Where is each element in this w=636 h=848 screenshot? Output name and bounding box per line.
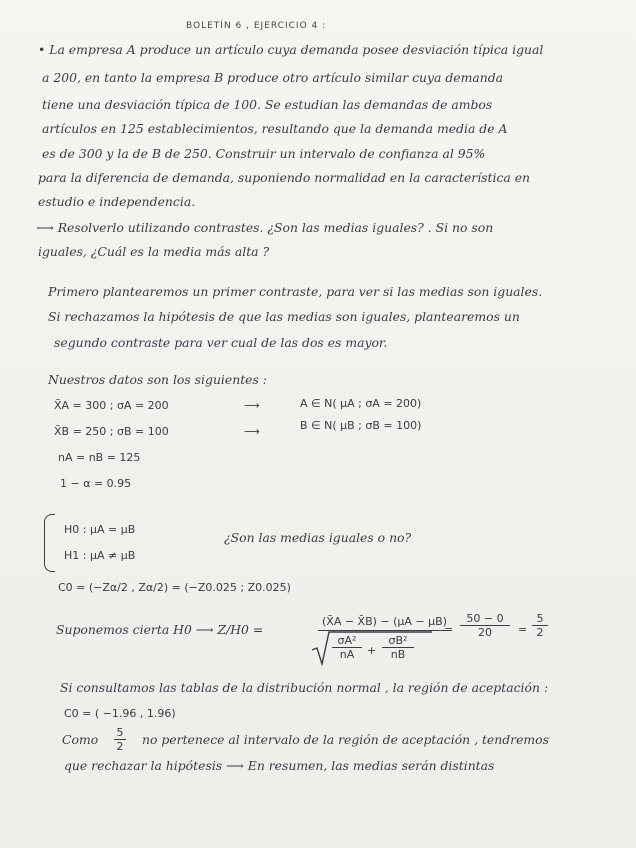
- variance-b: σB²: [382, 634, 414, 648]
- value-denominator: 20: [478, 626, 492, 639]
- data-intro: Nuestros datos son los siguientes :: [48, 372, 267, 387]
- plus-sign: +: [367, 644, 377, 657]
- data-row-a: X̄A = 300 ; σA = 200: [54, 399, 169, 412]
- sample-size-b: nB: [390, 648, 406, 661]
- data-row-b: X̄B = 250 ; σB = 100: [54, 425, 169, 438]
- null-hypothesis: H0 : μA = μB: [64, 523, 136, 536]
- acceptance-region: C0 = ( −1.96 , 1.96): [64, 707, 176, 720]
- statement-line: a 200, en tanto la empresa B produce otro artículo similar cuya demanda: [42, 70, 504, 85]
- como-denominator: 2: [116, 740, 124, 753]
- confidence-line: 1 − α = 0.95: [60, 477, 132, 490]
- test-statistic-label: Suponemos cierta H0 ⟶ Z/H0 =: [56, 622, 264, 637]
- statement-line: artículos en 125 establecimientos, resultando que la demanda media de A: [42, 121, 508, 136]
- arrow-icon: ⟶: [244, 425, 260, 438]
- result-denominator: 2: [536, 626, 544, 639]
- hypothesis-brace: [44, 514, 55, 572]
- question-line: iguales, ¿Cuál es la media más alta ?: [38, 244, 270, 259]
- como-fraction: [114, 726, 126, 754]
- plan-line: segundo contraste para ver cual de las dos es mayor.: [54, 335, 388, 350]
- value-fraction: [460, 612, 510, 640]
- table-line: Si consultamos las tablas de la distribución normal , la región de aceptación :: [60, 680, 549, 695]
- exercise-header: BOLETÍN 6 , EJERCICIO 4 :: [186, 21, 327, 31]
- sample-size-line: nA = nB = 125: [58, 451, 141, 464]
- variance-a-fraction: [332, 634, 362, 662]
- conclusion-line: que rechazar la hipótesis ⟶ En resumen, las medias serán distintas: [64, 758, 495, 773]
- plan-line: Primero plantearemos un primer contraste, para ver si las medias son iguales.: [48, 284, 543, 299]
- hypothesis-question: ¿Son las medias iguales o no?: [224, 530, 412, 545]
- statement-line: para la diferencia de demanda, suponiendo normalidad en la característica en: [38, 170, 531, 185]
- plan-line: Si rechazamos la hipótesis de que las medias son iguales, plantearemos un: [48, 309, 520, 324]
- statistic-numerator: (X̄A − X̄B) − (μA − μB): [318, 614, 451, 631]
- distribution-a: A ∈ N( μA ; σA = 200): [300, 397, 422, 410]
- critical-interval: C0 = (−Zα/2 , Zα/2) = (−Z0.025 ; Z0.025): [58, 581, 291, 594]
- distribution-b: B ∈ N( μB ; σB = 100): [300, 419, 422, 432]
- sample-size-a: nA: [339, 648, 355, 661]
- variance-b-fraction: [382, 634, 414, 662]
- question-line: ⟶ Resolverlo utilizando contrastes. ¿Son las medias iguales? . Si no son: [36, 220, 494, 235]
- value-numerator: 50 − 0: [460, 612, 510, 626]
- equals-sign: =: [444, 623, 454, 636]
- como-numerator: 5: [114, 726, 126, 740]
- result-fraction: [532, 612, 548, 640]
- statement-line: es de 300 y la de B de 250. Construir un intervalo de confianza al 95%: [42, 146, 486, 161]
- statement-line: • La empresa A produce un artículo cuya demanda posee desviación típica igual: [38, 42, 544, 57]
- arrow-icon: ⟶: [244, 399, 260, 412]
- conclusion-line: no pertenece al intervalo de la región de aceptación , tendremos: [142, 732, 550, 747]
- statement-line: tiene una desviación típica de 100. Se estudian las demandas de ambos: [42, 97, 493, 112]
- statement-line: estudio e independencia.: [38, 194, 196, 209]
- variance-a: σA²: [332, 634, 362, 648]
- equals-sign: =: [518, 623, 528, 636]
- alt-hypothesis: H1 : μA ≠ μB: [64, 549, 136, 562]
- como-text: Como: [62, 732, 99, 747]
- result-numerator: 5: [532, 612, 548, 626]
